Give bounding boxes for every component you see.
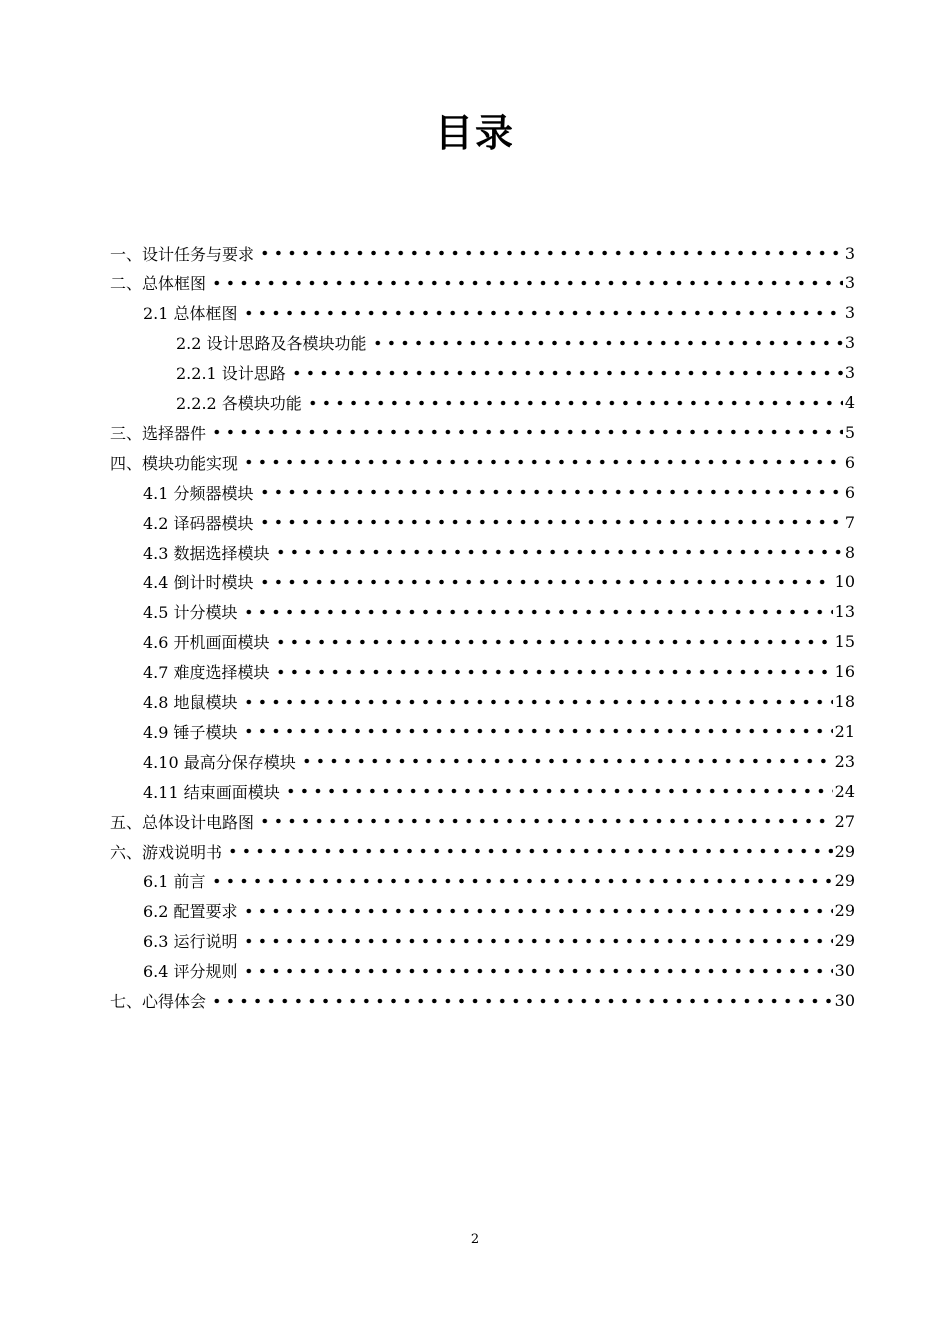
toc-entry-page: 30 [834, 991, 855, 1010]
toc-entry[interactable] [110, 238, 855, 268]
toc-entry-label: 4.3 数据选择模块 [143, 543, 270, 563]
toc-entry[interactable] [143, 776, 855, 806]
toc-entry-page: 3 [844, 243, 855, 263]
toc-dot-leader [258, 579, 833, 585]
toc-entry-label: 4.9 锤子模块 [143, 722, 238, 742]
toc-entry-page: 29 [834, 931, 855, 951]
toc-entry-label: 4.8 地鼠模块 [143, 693, 238, 712]
toc-entry-label: 六、游戏说明书 [110, 842, 223, 862]
toc-entry[interactable] [143, 507, 855, 537]
toc-entry[interactable] [143, 716, 855, 746]
toc-entry-label: 二、总体框图 [110, 274, 207, 294]
toc-dot-leader [290, 370, 843, 376]
toc-dot-leader [242, 699, 833, 705]
toc-entry[interactable] [110, 986, 855, 1016]
toc-entry-label: 4.4 倒计时模块 [143, 573, 254, 593]
toc-entry-page: 18 [834, 692, 855, 711]
page-number: 2 [470, 1232, 480, 1247]
toc-dot-leader [210, 280, 843, 286]
toc-entry[interactable] [143, 926, 855, 956]
toc-entry[interactable] [110, 836, 855, 866]
toc-entry[interactable] [143, 956, 855, 986]
toc-dot-leader [258, 818, 833, 824]
toc-entry-page: 6 [844, 452, 855, 472]
toc-entry[interactable] [176, 328, 855, 358]
toc-entry-label: 五、总体设计电路图 [110, 812, 255, 832]
toc-entry-page: 3 [844, 363, 855, 383]
toc-entry-page: 29 [834, 871, 855, 891]
toc-entry-label: 2.2.2 各模块功能 [176, 394, 302, 413]
toc-dot-leader [242, 609, 833, 615]
toc-entry-label: 2.2.1 设计思路 [176, 364, 286, 384]
toc-entry-label: 4.5 计分模块 [143, 603, 238, 623]
toc-entry-page: 16 [834, 662, 855, 682]
toc-dot-leader [242, 459, 843, 465]
toc-dot-leader [258, 250, 843, 256]
toc-dot-leader [300, 758, 833, 764]
toc-dot-leader [242, 968, 833, 974]
toc-entry-label: 一、设计任务与要求 [110, 244, 255, 264]
toc-entry[interactable] [110, 447, 855, 477]
toc-entry-label: 6.1 前言 [143, 872, 206, 892]
toc-dot-leader [371, 340, 843, 346]
toc-entry-label: 2.2 设计思路及各模块功能 [176, 334, 367, 354]
toc-entry-page: 29 [834, 901, 855, 921]
toc-entry[interactable] [143, 866, 855, 896]
toc-dot-leader [210, 878, 833, 884]
toc-entry[interactable] [143, 477, 855, 507]
toc-entry-label: 6.3 运行说明 [143, 932, 238, 952]
toc-entry-page: 10 [834, 572, 855, 592]
toc-entry-page: 4 [844, 393, 855, 412]
toc-entry-page: 5 [844, 422, 855, 442]
toc-entry[interactable] [143, 657, 855, 687]
toc-dot-leader [306, 400, 843, 406]
toc-entry-label: 4.11 结束画面模块 [143, 782, 280, 802]
toc-entry[interactable] [143, 746, 855, 776]
toc-entry-page: 29 [834, 841, 855, 861]
toc-entry[interactable] [143, 567, 855, 597]
toc-entry-page: 24 [834, 781, 855, 801]
toc-dot-leader [242, 938, 833, 944]
toc-dot-leader [284, 788, 833, 794]
toc-entry-label: 4.2 译码器模块 [143, 513, 254, 533]
toc-dot-leader [242, 310, 843, 316]
toc-entry[interactable] [143, 298, 855, 328]
toc-dot-leader [210, 998, 833, 1004]
toc-entry-label: 4.6 开机画面模块 [143, 633, 270, 653]
toc-dot-leader [242, 908, 833, 914]
toc-entry-label: 三、选择器件 [110, 423, 207, 443]
toc-entry[interactable] [143, 597, 855, 627]
toc-entry-page: 3 [844, 333, 855, 353]
toc-entry-page: 13 [834, 602, 855, 622]
toc-dot-leader [258, 489, 843, 495]
toc-dot-leader [258, 519, 843, 525]
toc-entry[interactable] [143, 687, 855, 717]
toc-entry[interactable] [176, 358, 855, 388]
toc-entry-page: 27 [834, 811, 855, 831]
toc-entry-label: 4.10 最高分保存模块 [143, 752, 296, 772]
toc-entry-page: 30 [834, 961, 855, 981]
toc-entry-label: 6.4 评分规则 [143, 962, 238, 982]
toc-entry-label: 四、模块功能实现 [110, 453, 239, 473]
toc-entry[interactable] [143, 896, 855, 926]
toc-dot-leader [274, 669, 833, 675]
toc-dot-leader [242, 728, 833, 734]
toc-entry[interactable] [110, 806, 855, 836]
toc-dot-leader [274, 639, 833, 645]
toc-entry[interactable] [143, 537, 855, 567]
toc-dot-leader [226, 848, 833, 854]
toc-entry-label: 6.2 配置要求 [143, 902, 238, 922]
toc-entry-label: 七、心得体会 [110, 992, 207, 1011]
toc-entry-page: 15 [834, 632, 855, 652]
toc-entry[interactable] [176, 388, 855, 418]
toc-entry-page: 7 [844, 512, 855, 532]
toc-entry-page: 21 [834, 721, 855, 741]
toc-entry-label: 2.1 总体框图 [143, 304, 238, 324]
toc-entry[interactable] [143, 627, 855, 657]
page-title: 目录 [434, 111, 515, 155]
toc-entry-page: 3 [844, 273, 855, 293]
toc-entry[interactable] [110, 417, 855, 447]
toc-entry-page: 3 [844, 303, 855, 323]
toc-dot-leader [210, 429, 843, 435]
toc-entry-label: 4.1 分频器模块 [143, 483, 254, 503]
toc-dot-leader [274, 549, 843, 555]
toc-entry-page: 6 [844, 482, 855, 502]
toc-entry-page: 8 [844, 542, 855, 562]
toc-entry-label: 4.7 难度选择模块 [143, 663, 270, 683]
toc-entry[interactable] [110, 268, 855, 298]
toc-entry-page: 23 [834, 751, 855, 771]
